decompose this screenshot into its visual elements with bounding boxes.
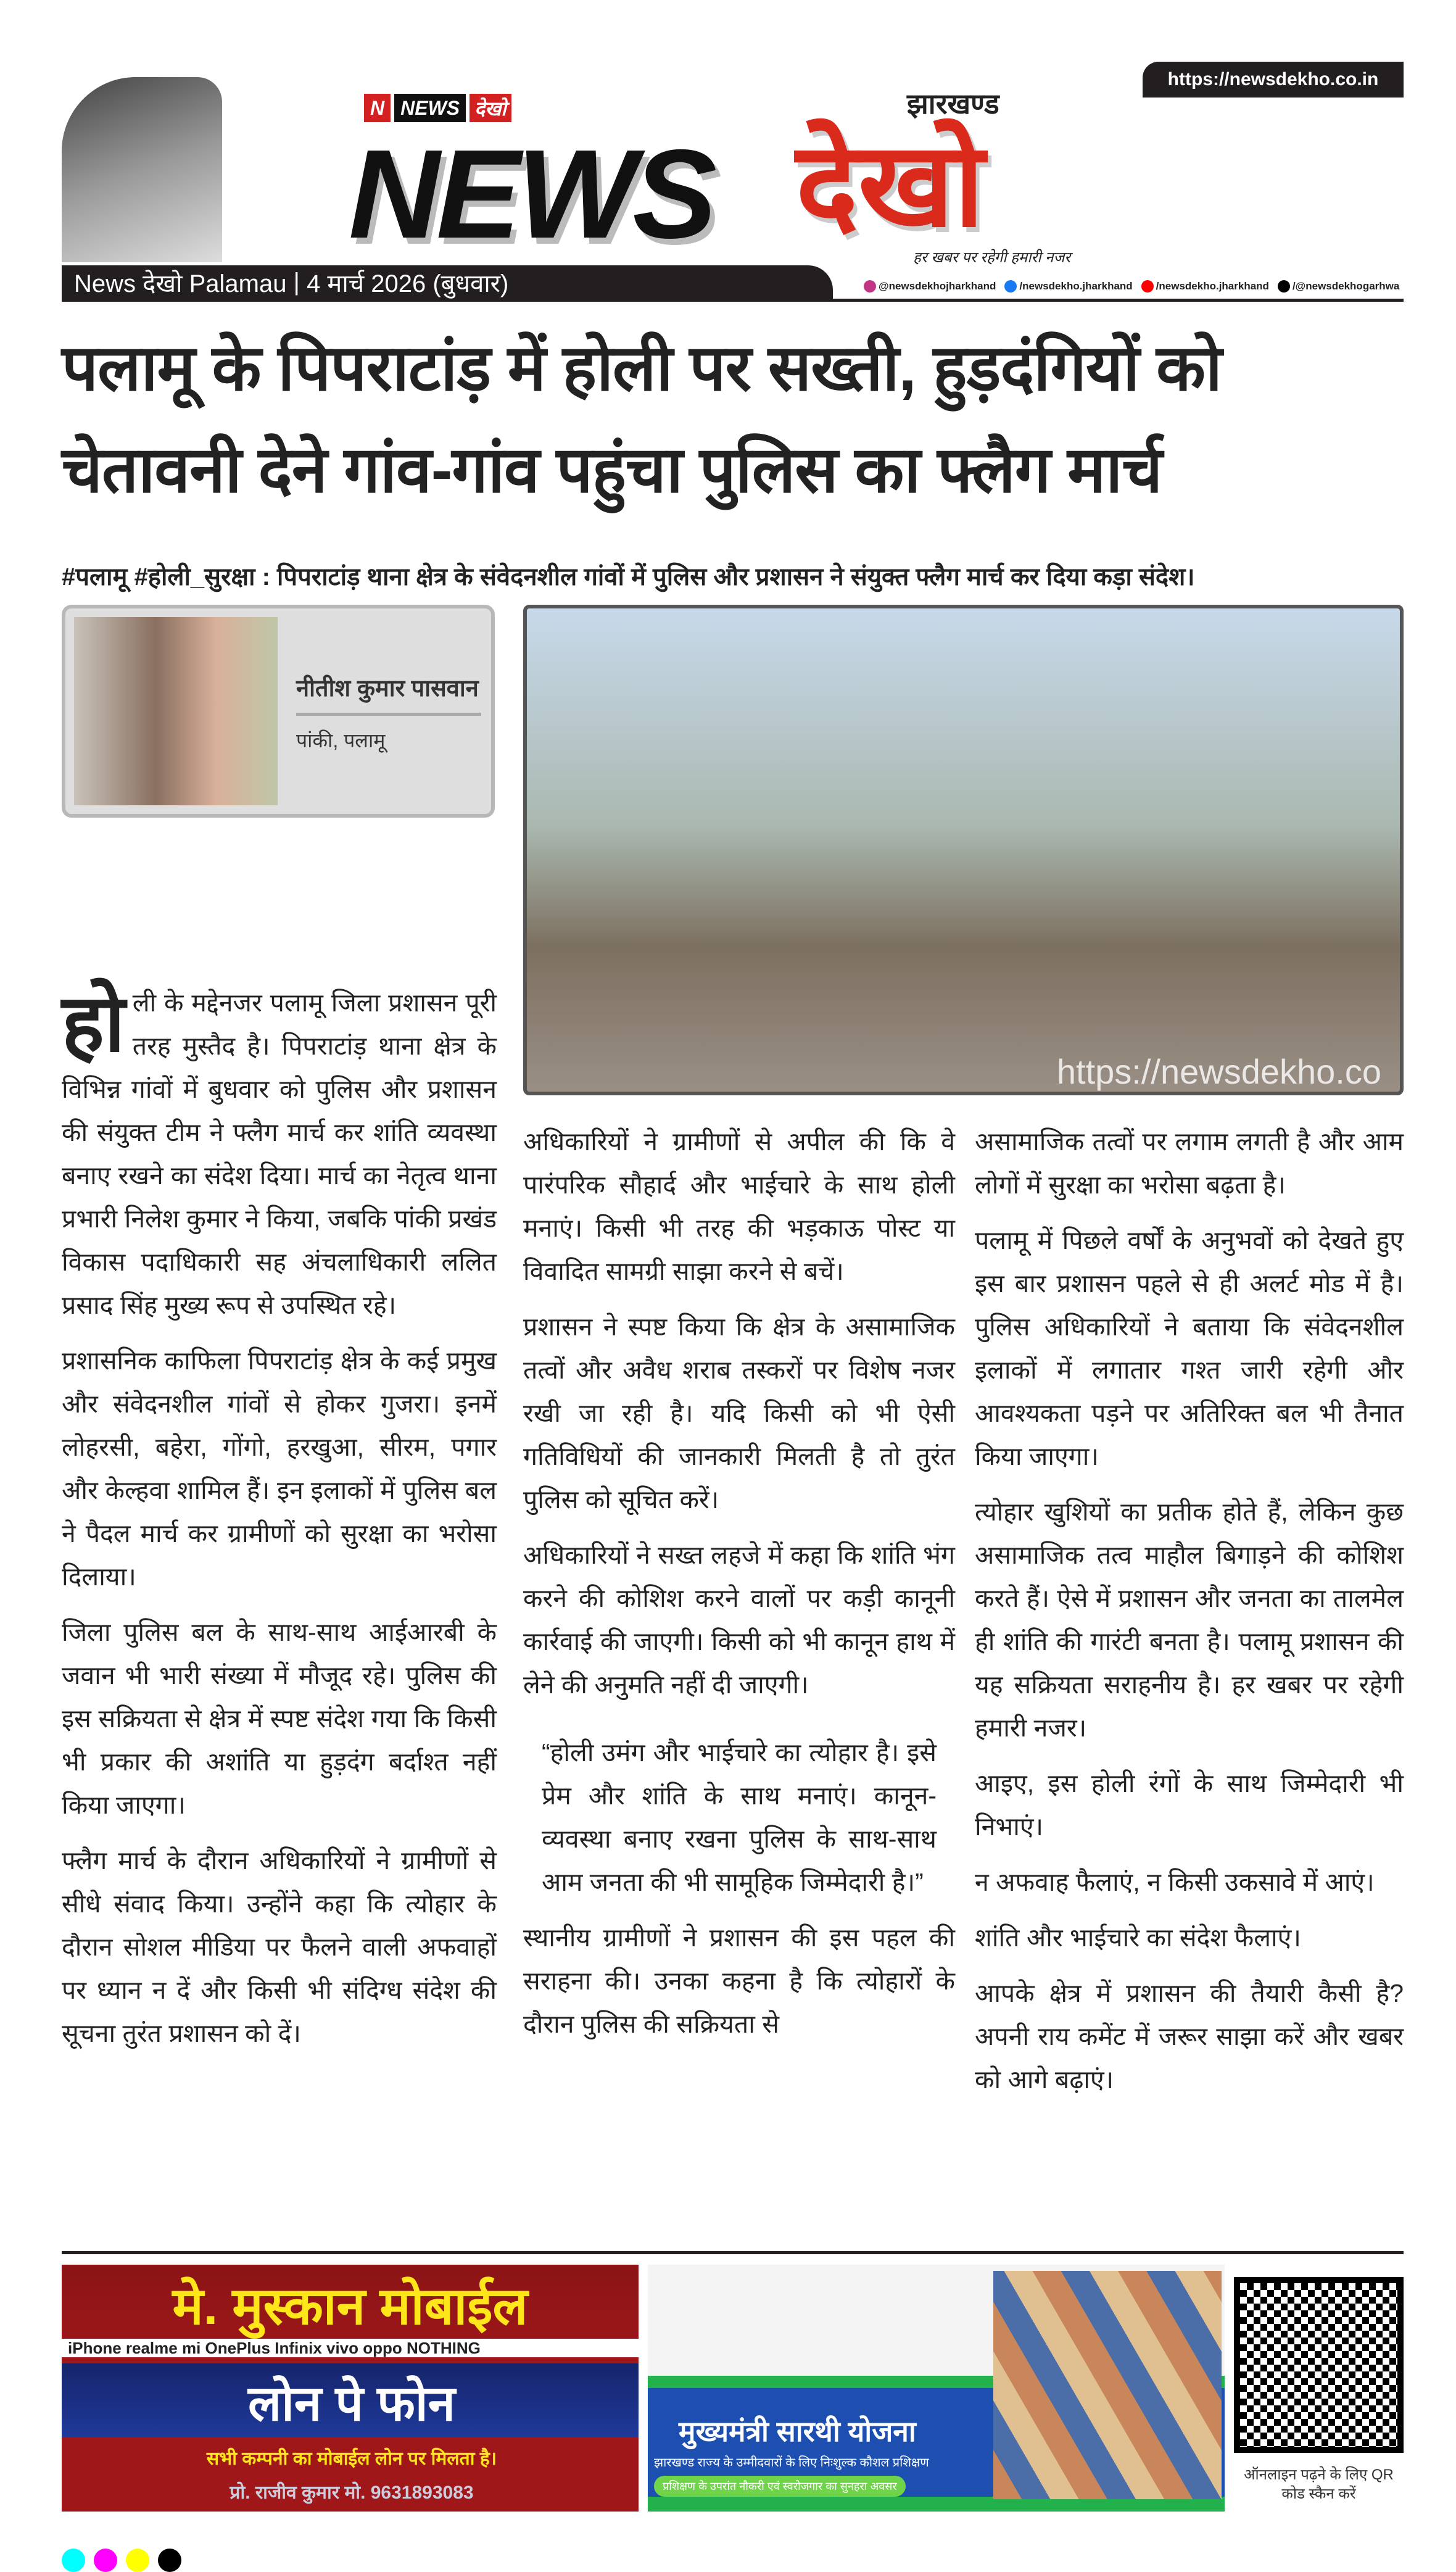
- ad-title: मे. मुस्कान मोबाईल: [172, 2277, 528, 2335]
- paragraph: आइए, इस होली रंगों के साथ जिम्मेदारी भी निभाएं।: [975, 1769, 1404, 1841]
- headline-line-2: चेतावनी देने गांव-गांव पहुंचा पुलिस का फ्लैग मार्च: [62, 434, 1162, 506]
- paragraph: फ्लैग मार्च के दौरान अधिकारियों ने ग्रामीणों से सीधे संवाद किया। उन्होंने कहा कि त्योहार के दौरान सोशल मीडिया पर फैलने वाली अफवाहों पर ध्यान न दें और किसी भी संदिग्ध संदेश की सूचना तुरंत प्रशासन को दें।: [62, 1846, 497, 2047]
- social-handle: /@newsdekhogarhwa: [1292, 280, 1400, 292]
- magenta-registration-dot: [94, 2549, 117, 2572]
- separator: |: [286, 268, 307, 296]
- ad-pill: प्रशिक्षण के उपरांत नौकरी एवं स्वरोजगार का सुनहरा अवसर: [654, 2476, 906, 2497]
- article-column-2: [523, 1120, 955, 2058]
- subheadline: #पलामू #होली_सुरक्षा : पिपराटांड़ थाना क्षेत्र के संवेदनशील गांवों में पुलिस और प्रशासन ने संयुक्त फ्लैग मार्च कर दिया कड़ा संदेश।: [62, 563, 1195, 591]
- ad-contact: प्रो. राजीव कुमार मो. 9631893083: [230, 2483, 474, 2503]
- qr-caption: ऑनलाइन पढ़ने के लिए QR कोड स्कैन करें: [1244, 2466, 1394, 2503]
- article-column-3: [975, 1120, 1404, 2114]
- logo-dekho: देखो: [796, 120, 985, 251]
- instagram-icon: [864, 280, 876, 292]
- paragraph: जिला पुलिस बल के साथ-साथ आईआरबी के जवान भी भारी संख्या में मौजूद रहे। पुलिस की इस सक्रियता से क्षेत्र में स्पष्ट संदेश गया कि किसी भी प्रकार की अशांति या हुड़दंग बर्दाश्त नहीं किया जाएगा।: [62, 1618, 497, 1819]
- paragraph: [62, 978, 497, 1327]
- mini-logo-dekho: देखो: [469, 94, 511, 122]
- paragraph: असामाजिक तत्वों पर लगाम लगती है और आम लोगों में सुरक्षा का भरोसा बढ़ता है।: [975, 1127, 1404, 1199]
- paragraph: प्रशासनिक काफिला पिपराटांड़ क्षेत्र के कई प्रमुख और संवेदनशील गांवों से होकर गुजरा। इनमें लोहरसी, बहेरा, गोंगो, हरखुआ, सीरम, पगार और केल्हवा शामिल हैं। इन इलाकों में पुलिस बल ने पैदल मार्च कर ग्रामीणों को सुरक्षा का भरोसा दिलाया।: [62, 1346, 497, 1591]
- paragraph: न अफवाह फैलाएं, न किसी उकसावे में आएं।: [975, 1868, 1375, 1896]
- yellow-registration-dot: [126, 2549, 149, 2572]
- reporter-location: पांकी, पलामू: [296, 729, 386, 752]
- qr-code[interactable]: [1234, 2277, 1404, 2453]
- paragraph: अधिकारियों ने सख्त लहजे में कहा कि शांति भंग करने की कोशिश करने वालों पर कड़ी कानूनी कार्रवाई की जाएगी। किसी को भी कानून हाथ में लेने की अनुमति नहीं दी जाएगी।: [523, 1541, 955, 1699]
- logo-news: NEWS: [349, 123, 713, 265]
- black-registration-dot: [158, 2549, 181, 2572]
- ad-title: मुख्यमंत्री सारथी योजना: [679, 2415, 916, 2447]
- social-facebook[interactable]: [1004, 279, 1132, 294]
- footer-divider: [62, 2251, 1404, 2254]
- website-url[interactable]: https://newsdekho.co.in: [1143, 62, 1404, 97]
- x-icon: [1278, 280, 1290, 292]
- mobile-shop-ad[interactable]: [62, 2265, 639, 2512]
- edition-date-bar: [62, 265, 833, 299]
- headline-line-1: पलामू के पिपराटांड़ में होली पर सख्ती, हुड़दंगियों को: [62, 333, 1222, 404]
- masthead-divider: [62, 299, 1404, 302]
- social-instagram[interactable]: [864, 279, 996, 294]
- paragraph-text: ली के मद्देनजर पलामू जिला प्रशासन पूरी तरह मुस्तैद है। पिपराटांड़ थाना क्षेत्र के विभिन्न गांवों में बुधवार को पुलिस और प्रशासन की संयुक्त टीम ने फ्लैग मार्च कर शांति व्यवस्था बनाए रखने का संदेश दिया। मार्च का नेतृत्व थाना प्रभारी निलेश कुमार ने किया, जबकि पांकी प्रखंड विकास पदाधिकारी सह अंचलाधिकारी ललित प्रसाद सिंह मुख्य रूप से उपस्थित रहे।: [62, 989, 497, 1319]
- reporter-card: [62, 605, 495, 818]
- paragraph: शांति और भाईचारे का संदेश फैलाएं।: [975, 1923, 1301, 1952]
- ad-line: सभी कम्पनी का मोबाईल लोन पर मिलता है।: [206, 2449, 497, 2469]
- reporter-name: नीतीश कुमार पासवान: [296, 673, 481, 716]
- social-links: [864, 279, 1399, 294]
- mini-logo-news: NEWS: [394, 94, 466, 122]
- scheme-ad[interactable]: [648, 2265, 1225, 2512]
- ad-line: झारखण्ड राज्य के उम्मीदवारों के लिए निःशुल्क कौशल प्रशिक्षण: [654, 2456, 929, 2470]
- paragraph: प्रशासन ने स्पष्ट किया कि क्षेत्र के असामाजिक तत्वों और अवैध शराब तस्करों पर विशेष नजर रखी जा रही है। यदि किसी को भी ऐसी गतिविधियों की जानकारी मिलती है तो तुरंत पुलिस को सूचित करें।: [523, 1313, 955, 1514]
- founder-portrait: [62, 77, 222, 262]
- ad-offer: लोन पे फोन: [247, 2376, 456, 2431]
- logo-state: झारखण्ड: [907, 88, 999, 120]
- article-column-1: [62, 978, 497, 2067]
- social-handle: @newsdekhojharkhand: [879, 280, 996, 292]
- date: 4 मार्च 2026 (बुधवार): [307, 270, 509, 297]
- article-photo: [523, 605, 1404, 1095]
- facebook-icon: [1004, 280, 1017, 292]
- paragraph: पलामू में पिछले वर्षों के अनुभवों को देखते हुए इस बार प्रशासन पहले से ही अलर्ट मोड में है। पुलिस अधिकारियों ने बताया कि संवेदनशील इलाकों में लगातार गश्त जारी रहेगी और आवश्यकता पड़ने पर अतिरिक्त बल भी तैनात किया जाएगा।: [975, 1226, 1404, 1471]
- edition: News देखो Palamau: [74, 270, 287, 297]
- youtube-icon: [1141, 280, 1154, 292]
- headline: [62, 318, 1404, 521]
- pull-quote: “होली उमंग और भाईचारे का त्योहार है। इसे प्रेम और शांति के साथ मनाएं। कानून-व्यवस्था बनाए रखना पुलिस के साथ-साथ आम जनता की भी सामूहिक जिम्मेदारी है।”: [542, 1738, 937, 1896]
- social-youtube[interactable]: [1141, 279, 1269, 294]
- mini-logo: [364, 93, 511, 123]
- paragraph: आपके क्षेत्र में प्रशासन की तैयारी कैसी है? अपनी राय कमेंट में जरूर साझा करें और खबर को आगे बढ़ाएं।: [975, 1979, 1404, 2094]
- paragraph: त्योहार खुशियों का प्रतीक होते हैं, लेकिन कुछ असामाजिक तत्व माहौल बिगाड़ने की कोशिश करते हैं। ऐसे में प्रशासन और जनता का तालमेल ही शांति की गारंटी बनता है। पलामू प्रशासन की यह सक्रियता सराहनीय है। हर खबर पर रहेगी हमारी नजर।: [975, 1498, 1404, 1742]
- social-x[interactable]: [1278, 279, 1399, 294]
- ad-brands: iPhone realme mi OnePlus Infinix vivo oppo NOTHING: [62, 2339, 639, 2357]
- paragraph: स्थानीय ग्रामीणों ने प्रशासन की इस पहल की सराहना की। उनका कहना है कि त्योहारों के दौरान पुलिस की सक्रियता से: [523, 1923, 955, 2038]
- social-handle: /newsdekho.jharkhand: [1156, 280, 1269, 292]
- social-handle: /newsdekho.jharkhand: [1019, 280, 1133, 292]
- cyan-registration-dot: [62, 2549, 85, 2572]
- photo-watermark: https://newsdekho.co: [1056, 1052, 1381, 1091]
- tagline: हर खबर पर रहेगी हमारी नजर: [913, 249, 1071, 266]
- paragraph: अधिकारियों ने ग्रामीणों से अपील की कि वे पारंपरिक सौहार्द और भाईचारे के साथ होली मनाएं। किसी भी तरह की भड़काऊ पोस्ट या विवादित सामग्री साझा करने से बचें।: [523, 1127, 955, 1285]
- drop-cap: हो: [62, 978, 125, 1068]
- mini-logo-n: N: [364, 94, 391, 122]
- ad-photo-collage: [993, 2271, 1222, 2499]
- reporter-photo: [74, 617, 278, 805]
